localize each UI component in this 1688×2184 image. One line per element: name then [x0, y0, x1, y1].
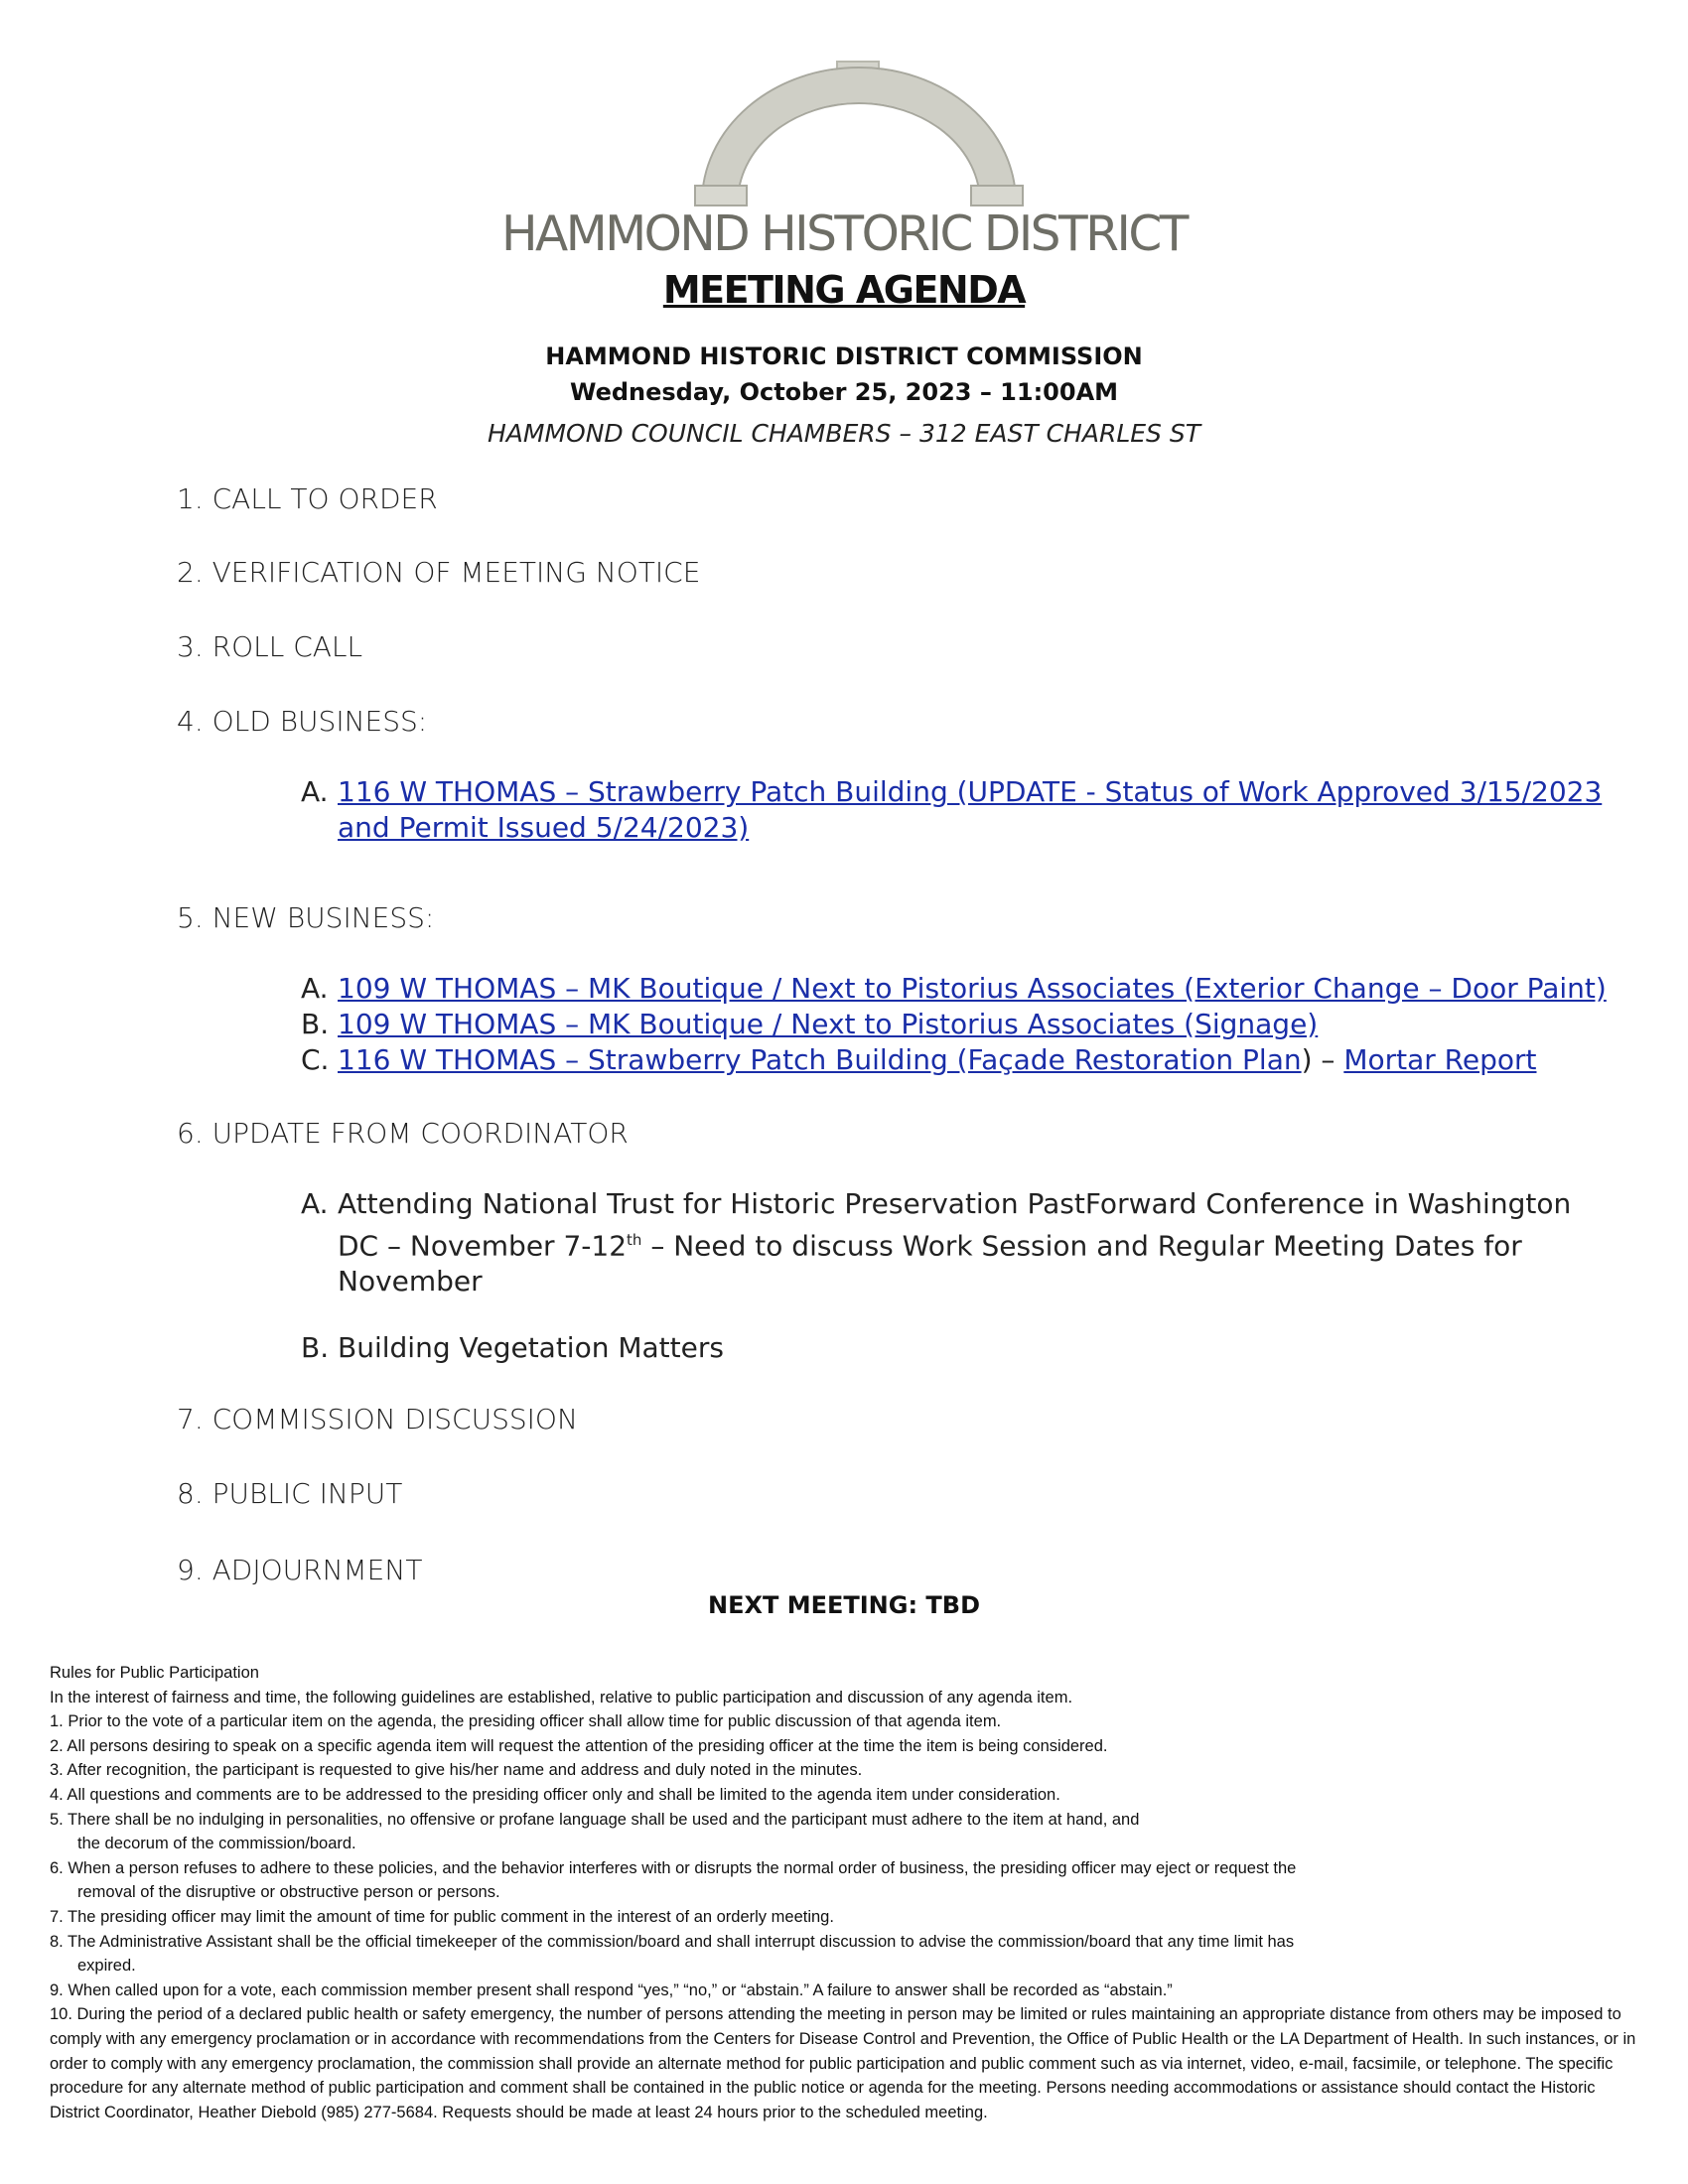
logo-text: HAMMOND HISTORIC DISTRICT [501, 205, 1191, 260]
item-letter: A. [301, 1187, 329, 1220]
old-business-item-a [301, 774, 1612, 846]
public-participation-rules [50, 1661, 1638, 2124]
item-letter: A. [301, 775, 329, 808]
rule-3: 3. After recognition, the participant is requested to give his/her name and address and duly noted in the minutes. [50, 1761, 863, 1780]
rule-6: 6. When a person refuses to adhere to these policies, and the behavior interferes with or disrupts the normal order of business, the presiding officer may eject or request the [50, 1858, 1297, 1877]
agenda-item-coordinator-update: 6. UPDATE FROM COORDINATOR [177, 1117, 629, 1150]
rule-9: 9. When called upon for a vote, each commission member present shall respond “yes,” “no,” or “abstain.” A failure to answer shall be recorded as “abstain.” [50, 1980, 1173, 1999]
rule-2: 2. All persons desiring to speak on a specific agenda item will request the attention of the presiding officer at the time the item is being considered. [50, 1736, 1108, 1755]
logo [496, 52, 1192, 260]
rule-10: 10. During the period of a declared public health or safety emergency, the number of persons attending the meeting in person may be limited or rules maintaining an appropriate distance from others may be imposed to comply with any emergency proclamation or in accordance with recommendations from the Centers for Disease Control and Prevention, the Office of Public Health or the LA Department of Health. In such instances, or in order to comply with any emergency proclamation, the commission shall provide an alternate method for public participation and public comment such as via internet, video, e-mail, facsimile, or telephone. The specific procedure for any alternate method of public participation and comment shall be contained in the public notice or agenda for the meeting. Persons needing accommodations or assistance should contact the Historic District Coordinator, Heather Diebold (985) 277-5684. Requests should be made at least 24 hours prior to the scheduled meeting. [50, 2005, 1636, 2121]
rule-1: 1. Prior to the vote of a particular item on the agenda, the presiding officer shall allow time for public discussion of that agenda item. [50, 1712, 1002, 1731]
coordinator-a-text: Attending National Trust for Historic Preservation PastForward Conference in Washington DC – November 7-12 [338, 1187, 1572, 1263]
coordinator-a-text-continued: – Need to discuss Work Session and Regular Meeting Dates for November [338, 1229, 1522, 1298]
coordinator-b-text: Building Vegetation Matters [338, 1331, 724, 1364]
agenda-item-adjournment: 9. ADJOURNMENT [177, 1554, 423, 1586]
rule-7: 7. The presiding officer may limit the amount of time for public comment in the interest of an orderly meeting. [50, 1907, 834, 1926]
rules-intro: In the interest of fairness and time, the following guidelines are established, relative to public participation and discussion of any agenda item. [50, 1688, 1073, 1706]
new-business-c-link[interactable]: 116 W THOMAS – Strawberry Patch Building (Façade Restoration Plan [338, 1043, 1302, 1076]
page-title: MEETING AGENDA [662, 268, 1026, 312]
meeting-location: HAMMOND COUNCIL CHAMBERS – 312 EAST CHARLES ST [487, 419, 1201, 448]
next-meeting: NEXT MEETING: TBD [707, 1591, 980, 1619]
new-business-b-link[interactable]: 109 W THOMAS – MK Boutique / Next to Pistorius Associates (Signage) [338, 1008, 1319, 1040]
agenda-item-old-business: 4. OLD BUSINESS: [177, 705, 428, 738]
meeting-datetime: Wednesday, October 25, 2023 – 11:00AM [569, 378, 1119, 406]
agenda-item-call-to-order: 1. CALL TO ORDER [177, 482, 438, 515]
new-business-a-link[interactable]: 109 W THOMAS – MK Boutique / Next to Pistorius Associates (Exterior Change – Door Paint) [338, 972, 1607, 1005]
new-business-item-a [301, 971, 1612, 1007]
superscript-th: th [627, 1231, 642, 1249]
new-business-item-c [301, 1042, 1612, 1078]
agenda-item-public-input: 8. PUBLIC INPUT [177, 1477, 403, 1510]
item-letter: C. [301, 1043, 330, 1076]
rule-4: 4. All questions and comments are to be addressed to the presiding officer only and shall be limited to the agenda item under consideration. [50, 1785, 1060, 1804]
agenda-item-roll-call: 3. ROLL CALL [177, 630, 363, 663]
rule-8: 8. The Administrative Assistant shall be the official timekeeper of the commission/board and shall interrupt discussion to advise the commission/board that any time limit has [50, 1932, 1295, 1951]
left-capital-shape [695, 186, 747, 205]
agenda-item-commission-discussion: 7. COMMISSION DISCUSSION [177, 1403, 578, 1435]
rule-5-continued: the decorum of the commission/board. [77, 1835, 356, 1853]
arch-logo-graphic [496, 52, 1192, 260]
coordinator-item-b [301, 1330, 1612, 1366]
rule-6-continued: removal of the disruptive or obstructive person or persons. [77, 1883, 500, 1902]
mortar-report-link[interactable]: Mortar Report [1343, 1043, 1537, 1076]
commission-name: HAMMOND HISTORIC DISTRICT COMMISSION [545, 342, 1143, 370]
agenda-item-new-business: 5. NEW BUSINESS: [177, 901, 435, 934]
rule-8-continued: expired. [77, 1957, 136, 1976]
item-letter: B. [301, 1331, 330, 1364]
coordinator-item-a [301, 1186, 1612, 1299]
separator-text: ) – [1301, 1043, 1344, 1076]
right-capital-shape [971, 186, 1023, 205]
item-letter: B. [301, 1008, 330, 1040]
rules-heading: Rules for Public Participation [50, 1664, 259, 1682]
rule-5: 5. There shall be no indulging in personalities, no offensive or profane language shall be used and the participant must adhere to the item at hand, and [50, 1810, 1140, 1829]
old-business-a-link[interactable]: 116 W THOMAS – Strawberry Patch Building (UPDATE - Status of Work Approved 3/15/2023 and Permit Issued 5/24/2023) [338, 775, 1603, 844]
agenda-item-verification: 2. VERIFICATION OF MEETING NOTICE [177, 556, 701, 589]
new-business-item-b [301, 1007, 1612, 1042]
item-letter: A. [301, 972, 329, 1005]
